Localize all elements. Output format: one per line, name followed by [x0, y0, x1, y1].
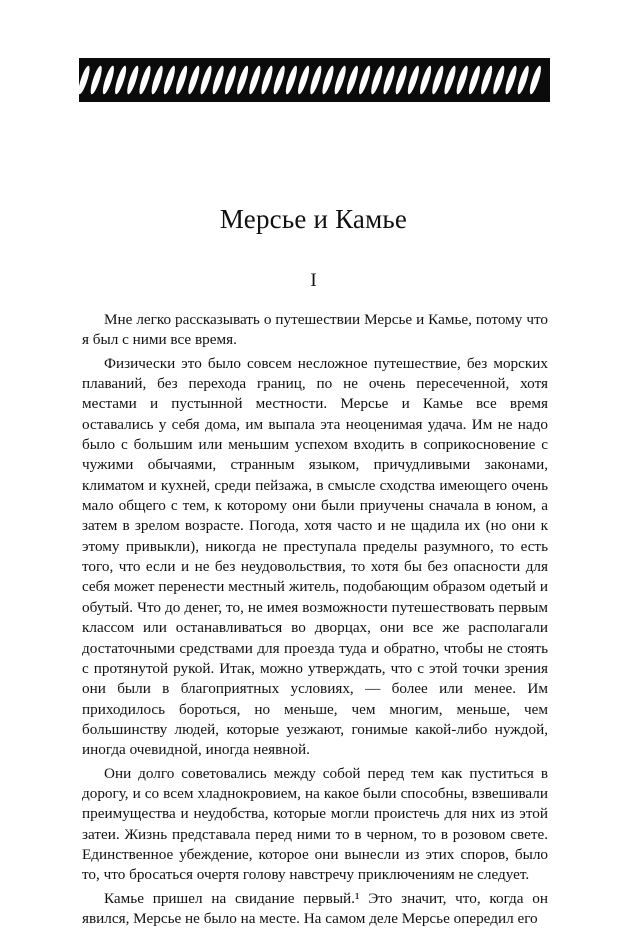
body-text [82, 310, 548, 929]
paragraph: Физически это было совсем несложное путешествие, без морских плаваний, без перехода границ, по не очень пересеченной, хотя местами и пустынной местности. Мерсье и Камье все время оставались у себя дома, им выпала эта неоценимая удача. Им не надо было с большим или меньшим успехом входить в соприкосновение с чужими обычаями, странным языком, причудливыми законами, климатом и кухней, среди пейзажа, в смысле сходства имеющего очень мало общего с тем, к которому они были приучены сначала в юном, а затем в зрелом возрасте. Погода, хотя часто и не щадила их (но они к этому привыкли), никогда не преступала пределы разумного, то есть того, что если и не без неудовольствия, то хотя бы без опасности для себя может перенести местный житель, подобающим образом одетый и обутый. Что до денег, то, не имея возможности путешествовать первым классом или останавливаться во дворцах, они все же располагали достаточными средствами для проезда туда и обратно, чтобы не стоять с протянутой рукой. Итак, можно утверждать, что с этой точки зрения они были в благоприятных условиях, — более или менее. Им приходилось бороться, но меньше, чем многим, меньше, чем большинству людей, которые уезжают, гонимые какой-либо нуждой, иногда очевидной, иногда неявной. [82, 354, 548, 759]
paragraph: Они долго советовались между собой перед тем как пуститься в дорогу, и со всем хладнокровием, на какое были способны, взвешивали преимущества и неудобства, которые могли проистечь для них из этой затеи. Жизнь представала перед ними то в черном, то в розовом свете. Единственное убеждение, которое они вынесли из этих споров, было то, что бросаться очертя голову навстречу приключениям не следует. [82, 764, 548, 884]
paragraph: Мне легко рассказывать о путешествии Мерсье и Камье, потому что я был с ними все время. [82, 311, 548, 349]
book-title: Мерсье и Камье [219, 204, 408, 234]
paragraph: Камье пришел на свидание первый.¹ Это значит, что, когда он явился, Мерсье не было на месте. На самом деле Мерсье опередил его [82, 889, 548, 927]
chapter-number: I [310, 270, 317, 291]
rope-border-ornament-icon [79, 58, 550, 102]
